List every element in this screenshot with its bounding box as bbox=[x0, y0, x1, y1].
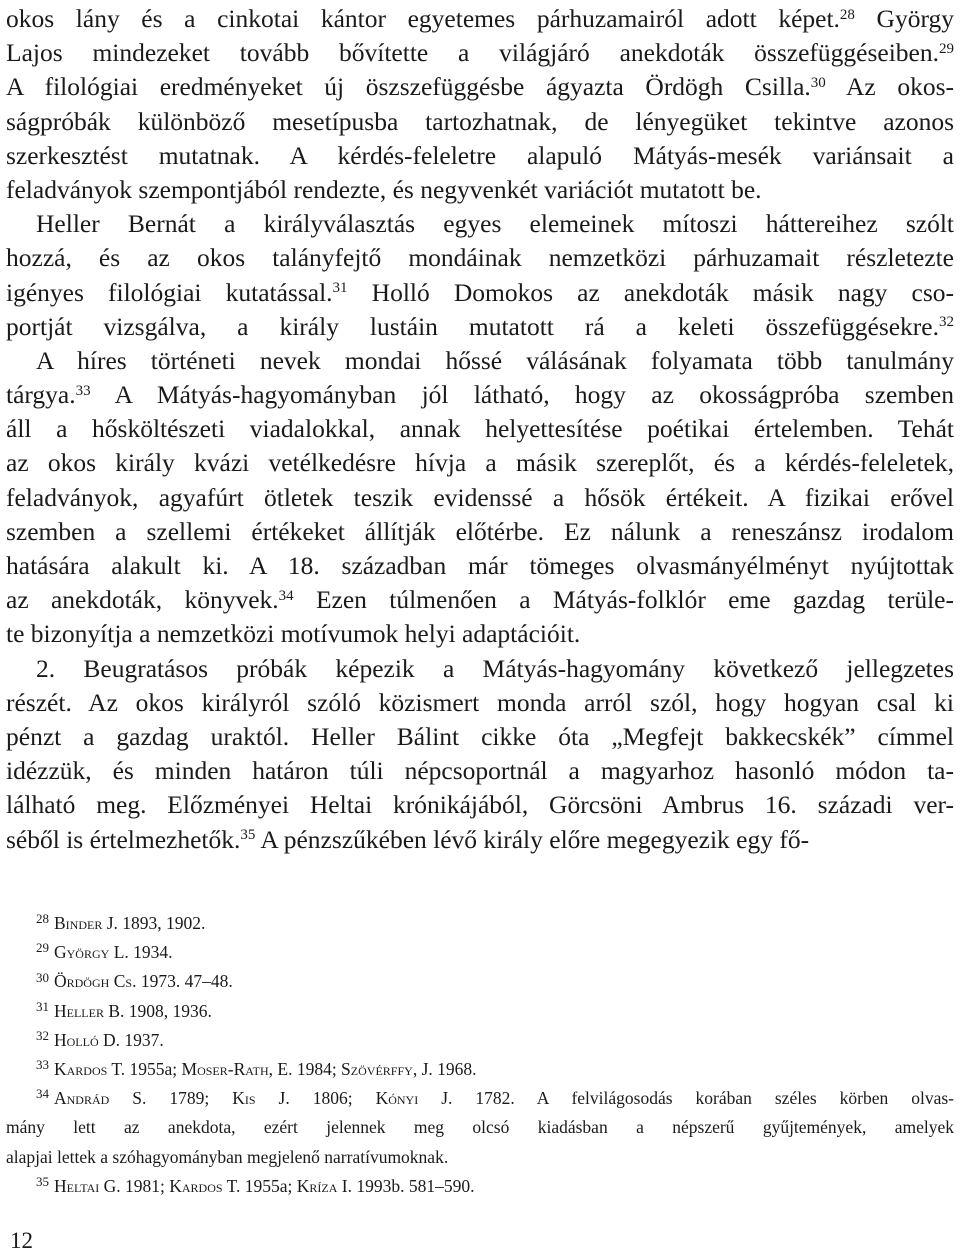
footnote-text: T. 1955a; K bbox=[222, 1175, 310, 1196]
text-line bbox=[6, 788, 954, 822]
footnote-text: is bbox=[244, 1088, 256, 1109]
text-line bbox=[6, 207, 954, 241]
line-text: Heller Bernát a királyválasztás egyes elemeinek mítoszi háttereihez szólt bbox=[36, 209, 954, 239]
footnote-ref: 28 bbox=[839, 6, 855, 23]
line-text: portját vizsgálva, a király lustáin mutatott rá a keleti összefüggésekre. bbox=[6, 311, 939, 341]
footnote-text: Holló bbox=[54, 1029, 99, 1050]
footnotes bbox=[6, 909, 954, 1201]
line-text: pénzt a gazdag uraktól. Heller Bálint cikke óta „Megfejt bakkecskék” címmel bbox=[6, 721, 954, 751]
footnote-text: s bbox=[125, 971, 133, 992]
text-line bbox=[6, 515, 954, 549]
text-line bbox=[6, 720, 954, 754]
line-text: lálható meg. Előzményei Heltai krónikájából, Görcsöni Ambrus 16. századi ver- bbox=[6, 790, 954, 820]
footnote-text: alapjai lettek a szóhagyományban megjelenő narratívumoknak. bbox=[6, 1146, 449, 1167]
main-text bbox=[6, 2, 954, 857]
line-text: feladványok, agyafúrt ötletek teszik evidenssé a hősök értékeit. A fizikai erővel bbox=[6, 482, 954, 512]
text-line bbox=[6, 344, 954, 378]
footnote-text: Kardos bbox=[54, 1058, 108, 1079]
line-text-after: Az okos- bbox=[825, 72, 954, 102]
text-line bbox=[6, 686, 954, 720]
footnote-text: ónyi bbox=[388, 1088, 419, 1109]
footnote bbox=[6, 1084, 954, 1113]
text-line bbox=[6, 70, 954, 104]
footnote-number: 28 bbox=[36, 911, 49, 927]
line-text: ságpróbák különböző mesetípusba tartozhatnak, de lényegüket tekintve azonos bbox=[6, 106, 954, 136]
footnote-text: mány lett az anekdota, ezért jelennek meg olcsó kiadásban a népszerű gyűjtemények, amelyek bbox=[6, 1117, 954, 1138]
line-text-after: György bbox=[854, 4, 954, 33]
text-line bbox=[6, 241, 954, 275]
text-line bbox=[6, 617, 954, 651]
footnote-text: zövérffy bbox=[350, 1058, 413, 1079]
footnote-text: -R bbox=[227, 1058, 246, 1079]
line-text: igényes filológiai kutatással. bbox=[6, 277, 333, 307]
footnote-ref: 29 bbox=[939, 40, 954, 57]
footnote-text: . 1973. 47–48. bbox=[132, 971, 233, 992]
footnote-text: , J. 1968. bbox=[412, 1058, 477, 1079]
footnote bbox=[6, 1113, 954, 1142]
footnote-ref: 35 bbox=[240, 827, 256, 844]
line-text: te bizonyítja a nemzetközi motívumok helyi adaptációit. bbox=[6, 619, 581, 649]
footnote-number: 32 bbox=[36, 1027, 49, 1043]
footnote bbox=[6, 997, 954, 1026]
footnote bbox=[6, 1026, 954, 1055]
text-line bbox=[6, 481, 954, 515]
line-text: részét. Az okos királyról szóló közismert monda arról szól, hogy hogyan csal ki bbox=[6, 687, 954, 717]
line-text-after: Ezen túlmenően a Mátyás-folklór eme gazdag terüle- bbox=[293, 585, 954, 615]
line-text: szemben a szellemi értékeket állítják előtérbe. Ez nálunk a reneszánsz irodalom bbox=[6, 516, 954, 546]
footnote-ref: 31 bbox=[332, 280, 348, 297]
line-text: hatására alakult ki. A 18. században már tömeges olvasmányélményt nyújtottak bbox=[6, 551, 954, 580]
line-text: hozzá, és az okos talányfejtő mondáinak nemzetközi párhuzamait részletezte bbox=[6, 243, 954, 273]
footnote bbox=[6, 1143, 954, 1172]
footnote-text: ríza bbox=[309, 1175, 338, 1196]
page-number: 12 bbox=[10, 1228, 33, 1253]
footnote bbox=[6, 938, 954, 967]
footnote-number: 34 bbox=[36, 1086, 49, 1102]
line-text: az anekdoták, könyvek. bbox=[6, 585, 279, 615]
text-line bbox=[6, 276, 954, 310]
footnote bbox=[6, 967, 954, 996]
line-text: szerkesztést mutatnak. A kérdés-feleletre alapuló Mátyás-mesék variánsait a bbox=[6, 140, 954, 170]
footnote bbox=[6, 1055, 954, 1084]
line-text: A híres történeti nevek mondai hőssé válásának folyamata több tanulmány bbox=[36, 345, 954, 375]
footnote-text: C bbox=[109, 971, 126, 992]
line-text-after: A Mátyás-hagyományban jól látható, hogy az okosságpróba szemben bbox=[90, 380, 954, 410]
footnote-text: Heller bbox=[54, 1000, 104, 1021]
text-line bbox=[6, 652, 954, 686]
line-text: 2. Beugratásos próbák képezik a Mátyás-hagyomány következő jellegzetes bbox=[36, 653, 954, 683]
text-line bbox=[6, 310, 954, 344]
text-line bbox=[6, 412, 954, 446]
footnote-ref: 34 bbox=[278, 587, 294, 604]
line-text: az okos király kvázi vetélkedésre hívja a másik szereplőt, és a kérdés-feleletek, bbox=[6, 448, 954, 478]
footnote-number: 30 bbox=[36, 969, 49, 985]
text-line bbox=[6, 139, 954, 173]
footnote-text: , E. 1984; S bbox=[268, 1058, 351, 1079]
line-text: áll a hősköltészeti viadalokkal, annak helyettesítése poétikai értelemben. Tehát bbox=[6, 414, 954, 444]
footnote-ref: 33 bbox=[75, 382, 91, 399]
footnote-ref: 30 bbox=[810, 75, 826, 92]
line-text: tárgya. bbox=[6, 380, 76, 410]
text-line bbox=[6, 754, 954, 788]
text-line bbox=[6, 446, 954, 480]
footnote-text: ardos bbox=[181, 1175, 223, 1196]
footnote-text: Heltai bbox=[54, 1175, 100, 1196]
text-line bbox=[6, 549, 954, 583]
line-text: Lajos mindezeket tovább bővítette a világjáró anekdoták összefüggéseiben. bbox=[6, 38, 939, 68]
footnote-text: G. 1981; K bbox=[99, 1175, 182, 1196]
line-text: idézzük, és minden határon túli népcsoportnál a magyarhoz hasonló módon ta- bbox=[6, 756, 954, 786]
footnote-text: J. 1806; K bbox=[255, 1088, 389, 1109]
text-line bbox=[6, 2, 954, 36]
footnote-number: 33 bbox=[36, 1057, 49, 1073]
footnote bbox=[6, 1172, 954, 1201]
footnote-number: 29 bbox=[36, 940, 49, 956]
text-line bbox=[6, 583, 954, 617]
footnote-text: D. 1937. bbox=[98, 1029, 164, 1050]
footnote-text: György bbox=[54, 942, 110, 963]
line-text: séből is értelmezhetők. bbox=[6, 824, 241, 854]
text-line bbox=[6, 36, 954, 70]
line-text-after: Holló Domokos az anekdoták másik nagy cso- bbox=[347, 277, 954, 307]
line-text: feladványok szempontjából rendezte, és negyvenkét variációt mutatott be. bbox=[6, 174, 762, 204]
footnote-text: L. 1934. bbox=[109, 942, 173, 963]
footnote bbox=[6, 909, 954, 938]
footnote-number: 31 bbox=[36, 998, 49, 1014]
footnote-text: Ördögh bbox=[54, 971, 110, 992]
footnote-text: J. 1782. A felvilágosodás korában széles körben olvas- bbox=[418, 1088, 954, 1109]
footnote-text: J. 1893, 1902. bbox=[102, 913, 206, 933]
footnote-text: B. 1908, 1936. bbox=[103, 1000, 212, 1021]
footnote-text: oser bbox=[197, 1058, 228, 1079]
footnote-text: T. 1955a; M bbox=[107, 1058, 198, 1079]
footnote-text: S. 1789; K bbox=[109, 1088, 245, 1109]
footnote-number: 35 bbox=[36, 1173, 49, 1189]
footnote-text: ath bbox=[245, 1058, 269, 1079]
footnote-ref: 32 bbox=[939, 314, 954, 331]
line-text-after: A pénzszűkében lévő király előre megegyezik egy fő- bbox=[255, 824, 810, 854]
line-text: A filológiai eredményeket új öszszefüggésbe ágyazta Ördögh Csilla. bbox=[6, 72, 811, 102]
footnote-text: Andrád bbox=[54, 1088, 110, 1109]
text-line bbox=[6, 173, 954, 207]
text-line bbox=[6, 105, 954, 139]
text-line bbox=[6, 378, 954, 412]
footnote-text: I. 1993b. 581–590. bbox=[337, 1175, 475, 1196]
footnote-text: Binder bbox=[54, 913, 103, 933]
line-text: okos lány és a cinkotai kántor egyetemes párhuzamairól adott képet. bbox=[6, 4, 840, 33]
text-line bbox=[6, 823, 954, 857]
